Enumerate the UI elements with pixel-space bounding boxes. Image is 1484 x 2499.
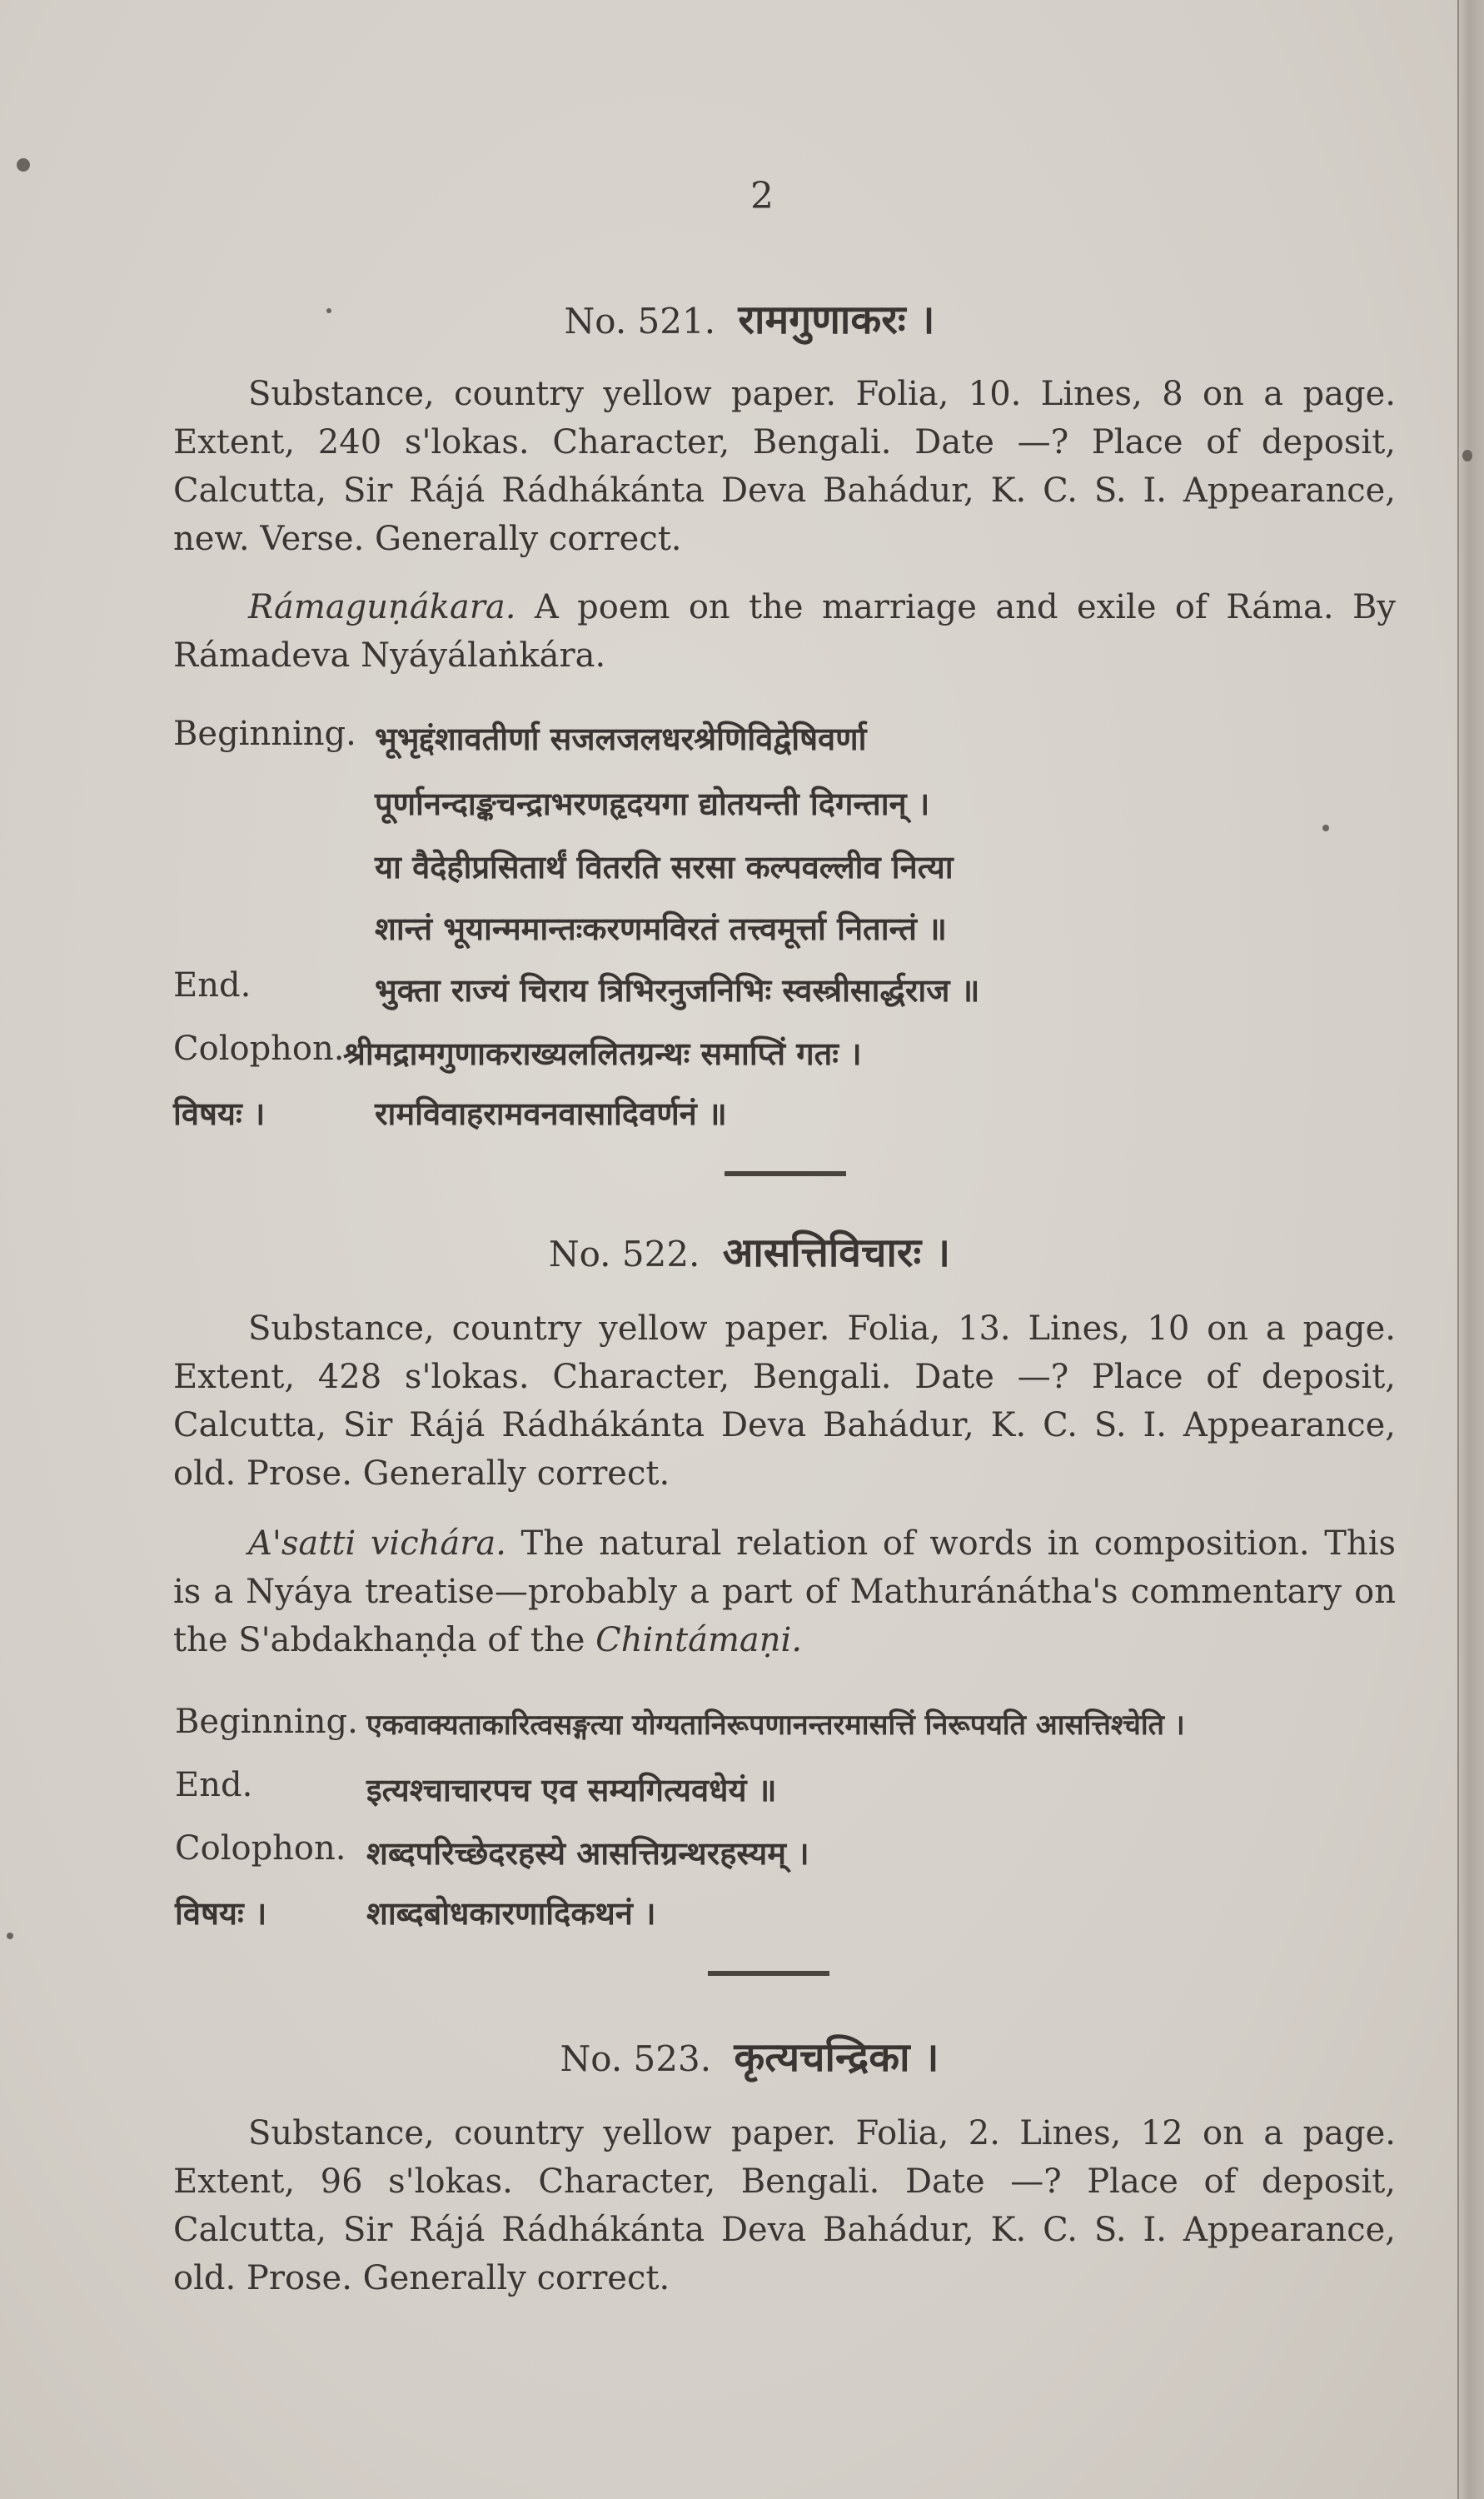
section-divider [725, 1171, 846, 1176]
paper-speck [1462, 450, 1472, 461]
beginning-line-2: पूर्णानन्दाङ्कचन्द्राभरणहृदयगा द्योतयन्ती दिगन्तान् । [375, 785, 930, 822]
end-label: End. [175, 1766, 253, 1804]
beginning-label: Beginning. [175, 1703, 358, 1741]
entry-summary-text: The natural relation of words in composition. This is a Nyáya treatise—probably a part of Mathuránátha's commentary on the S'abdakhaṇḍa of the [173, 1524, 1397, 1659]
entry-summary-title: Rámaguṇákara. [248, 588, 516, 626]
entry-521-summary [173, 583, 1396, 680]
beginning-line-4: शान्तं भूयान्ममान्तःकरणमविरतं तत्त्वमूर्त्ता नितान्तं ॥ [375, 910, 947, 947]
end-label: End. [173, 966, 251, 1005]
paper-speck [7, 1933, 13, 1939]
entry-summary-italic: Chintámaṇi. [595, 1621, 803, 1659]
colophon-text: शब्दपरिच्छेदरहस्ये आसत्तिग्रन्थरहस्यम् । [366, 1834, 809, 1872]
beginning-text: एकवाक्यताकारित्वसङ्गत्या योग्यतानिरूपणानन्तरमासत्तिं निरूपयति आसत्तिश्चेति । [366, 1708, 1185, 1742]
entry-523-heading [0, 2029, 1484, 2083]
entry-522-summary [173, 1519, 1396, 1664]
section-divider [708, 1971, 829, 1976]
paper-speck [1322, 825, 1329, 831]
entry-title-devanagari: कृत्यचन्द्रिका । [734, 2034, 939, 2081]
colophon-label: Colophon. [175, 1829, 346, 1868]
entry-522-heading [0, 1225, 1484, 1279]
entry-523-description: Substance, country yellow paper. Folia, 2. Lines, 12 on a page. Extent, 96 s'lokas. Character, Bengali. Date —? Place of deposit, Calcutta, Sir Rájá Rádhákánta Deva Bahádur, K. C. S. I. Appearance, old. Prose. Generally correct. [173, 2114, 1396, 2297]
colophon-text: श्रीमद्रामगुणाकराख्यललितग्रन्थः समाप्तिं गतः । [343, 1035, 862, 1072]
beginning-label: Beginning. [173, 715, 356, 753]
paper-speck [326, 308, 331, 313]
colophon-label: Colophon. [173, 1030, 345, 1068]
beginning-line-1: भूभृद्दंशावतीर्णा सजलजलधरश्रेणिविद्वेषिवर्णा [375, 720, 867, 757]
entry-522-description: Substance, country yellow paper. Folia, 13. Lines, 10 on a page. Extent, 428 s'lokas. Character, Bengali. Date —? Place of deposit, Calcutta, Sir Rájá Rádhákánta Deva Bahádur, K. C. S. I. Appearance, old. Prose. Generally correct. [173, 1309, 1396, 1493]
end-text: इत्यश्चाचारपच एव सम्यगित्यवधेयं ॥ [366, 1771, 777, 1808]
subject-label: विषयः । [173, 1095, 266, 1132]
entry-number: No. 521. [564, 301, 716, 342]
entry-521-description: Substance, country yellow paper. Folia, 10. Lines, 8 on a page. Extent, 240 s'lokas. Character, Bengali. Date —? Place of deposit, Calcutta, Sir Rájá Rádhákánta Deva Bahádur, K. C. S. I. Appearance, new. Verse. Generally correct. [173, 375, 1396, 558]
paper-speck [17, 158, 30, 172]
end-text: भुक्ता राज्यं चिराय त्रिभिरनुजनिभिः स्वस्त्रीसार्द्धराज ॥ [375, 971, 980, 1009]
entry-number: No. 522. [548, 1234, 700, 1274]
entry-521-heading [0, 292, 1484, 346]
beginning-line-3: या वैदेहीप्रसितार्थं वितरति सरसा कल्पवल्लीव नित्या [375, 848, 954, 885]
subject-text: रामविवाहरामवनवासादिवर्णनं ॥ [375, 1095, 727, 1132]
entry-number: No. 523. [560, 2038, 712, 2079]
entry-summary-text: A poem on the marriage and exile of Ráma. By Rámadeva Nyáyálaṅkára. [173, 588, 1396, 675]
entry-summary-title: A'satti vichára. [248, 1524, 506, 1563]
entry-title-devanagari: आसत्तिविचारः । [722, 1230, 951, 1276]
entry-title-devanagari: रामगुणाकरः । [738, 297, 935, 343]
subject-label: विषयः । [175, 1894, 267, 1932]
subject-text: शाब्दबोधकारणादिकथनं । [366, 1894, 656, 1932]
page-number: 2 [750, 175, 774, 217]
